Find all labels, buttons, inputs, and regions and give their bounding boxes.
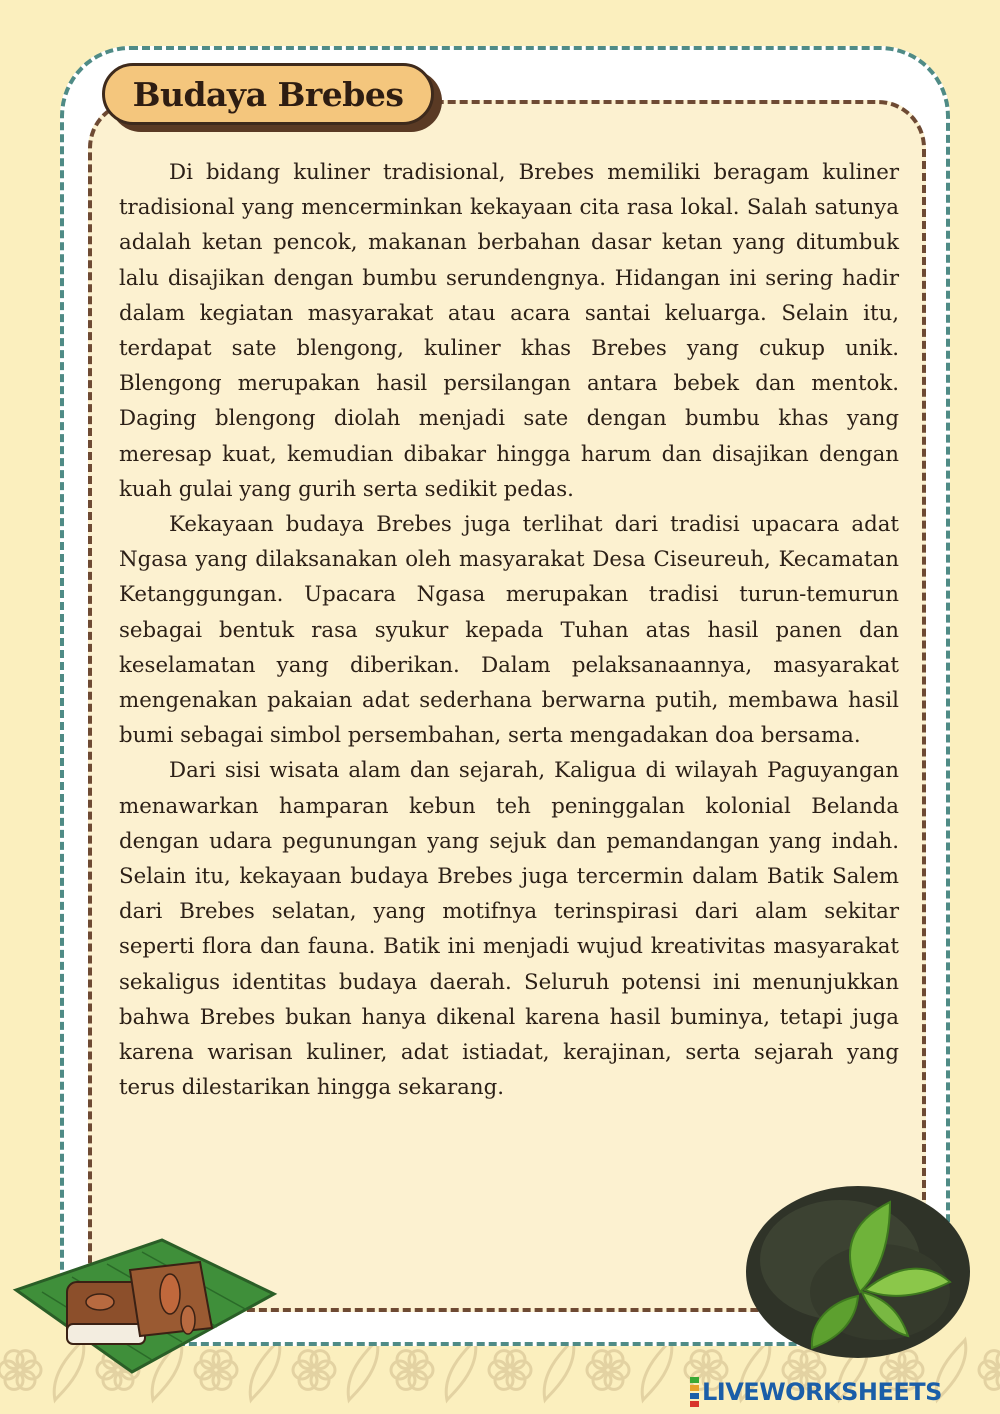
ketan-pencok-illustration: [12, 1232, 278, 1376]
article-paragraph-3: Dari sisi wisata alam dan sejarah, Kaligua di wilayah Paguyangan menawarkan hamparan kebun teh peninggalan kolonial Belanda dengan udara pegunungan yang sejuk dan pemandangan yang indah. Selain itu, kekayaan budaya Brebes juga tercermin dalam Batik Salem dari Brebes selatan, yang motifnya terinspirasi dari alam sekitar seperti flora dan fauna. Batik ini menjadi wujud kreativitas masyarakat sekaligus identitas budaya daerah. Seluruh potensi ini menunjukkan bahwa Brebes bukan hanya dikenal karena hasil buminya, tetapi juga karena warisan kuliner, adat istiadat, kerajinan, serta sejarah yang terus dilestarikan hingga sekarang.: [119, 758, 899, 1101]
brand-logo-icon: [690, 1376, 699, 1408]
article-paragraph-2: Kekayaan budaya Brebes juga terlihat dari tradisi upacara adat Ngasa yang dilaksanakan oleh masyarakat Desa Ciseureuh, Kecamatan Ketanggungan. Upacara Ngasa merupakan tradisi turun-temurun sebagai bentuk rasa syukur kepada Tuhan atas hasil panen dan keselamatan yang diberikan. Dalam pelaksanaannya, masyarakat mengenakan pakaian adat sederhana berwarna putih, membawa hasil bumi sebagai simbol persembahan, serta mengadakan doa bersama.: [119, 512, 899, 749]
tea-leaves-illustration: [740, 1172, 980, 1362]
page-title: Budaya Brebes: [132, 74, 404, 114]
brand-text: LIVEWORKSHEETS: [702, 1378, 942, 1406]
article-paragraph-1: Di bidang kuliner tradisional, Brebes memiliki beragam kuliner tradisional yang mencerminkan kekayaan cita rasa lokal. Salah satunya adalah ketan pencok, makanan berbahan dasar ketan yang ditumbuk lalu disajikan dengan bumbu serundengnya. Hidangan ini sering hadir dalam kegiatan masyarakat atau acara santai keluarga. Selain itu, terdapat sate blengong, kuliner khas Brebes yang cukup unik. Blengong merupakan hasil persilangan antara bebek dan mentok. Daging blengong diolah menjadi sate dengan bumbu khas yang meresap kuat, kemudian dibakar hingga harum dan disajikan dengan kuah gulai yang gurih serta sedikit pedas.: [119, 160, 899, 502]
article-body: [119, 155, 899, 1105]
title-badge: [102, 63, 434, 125]
liveworksheets-brand: [690, 1374, 942, 1410]
